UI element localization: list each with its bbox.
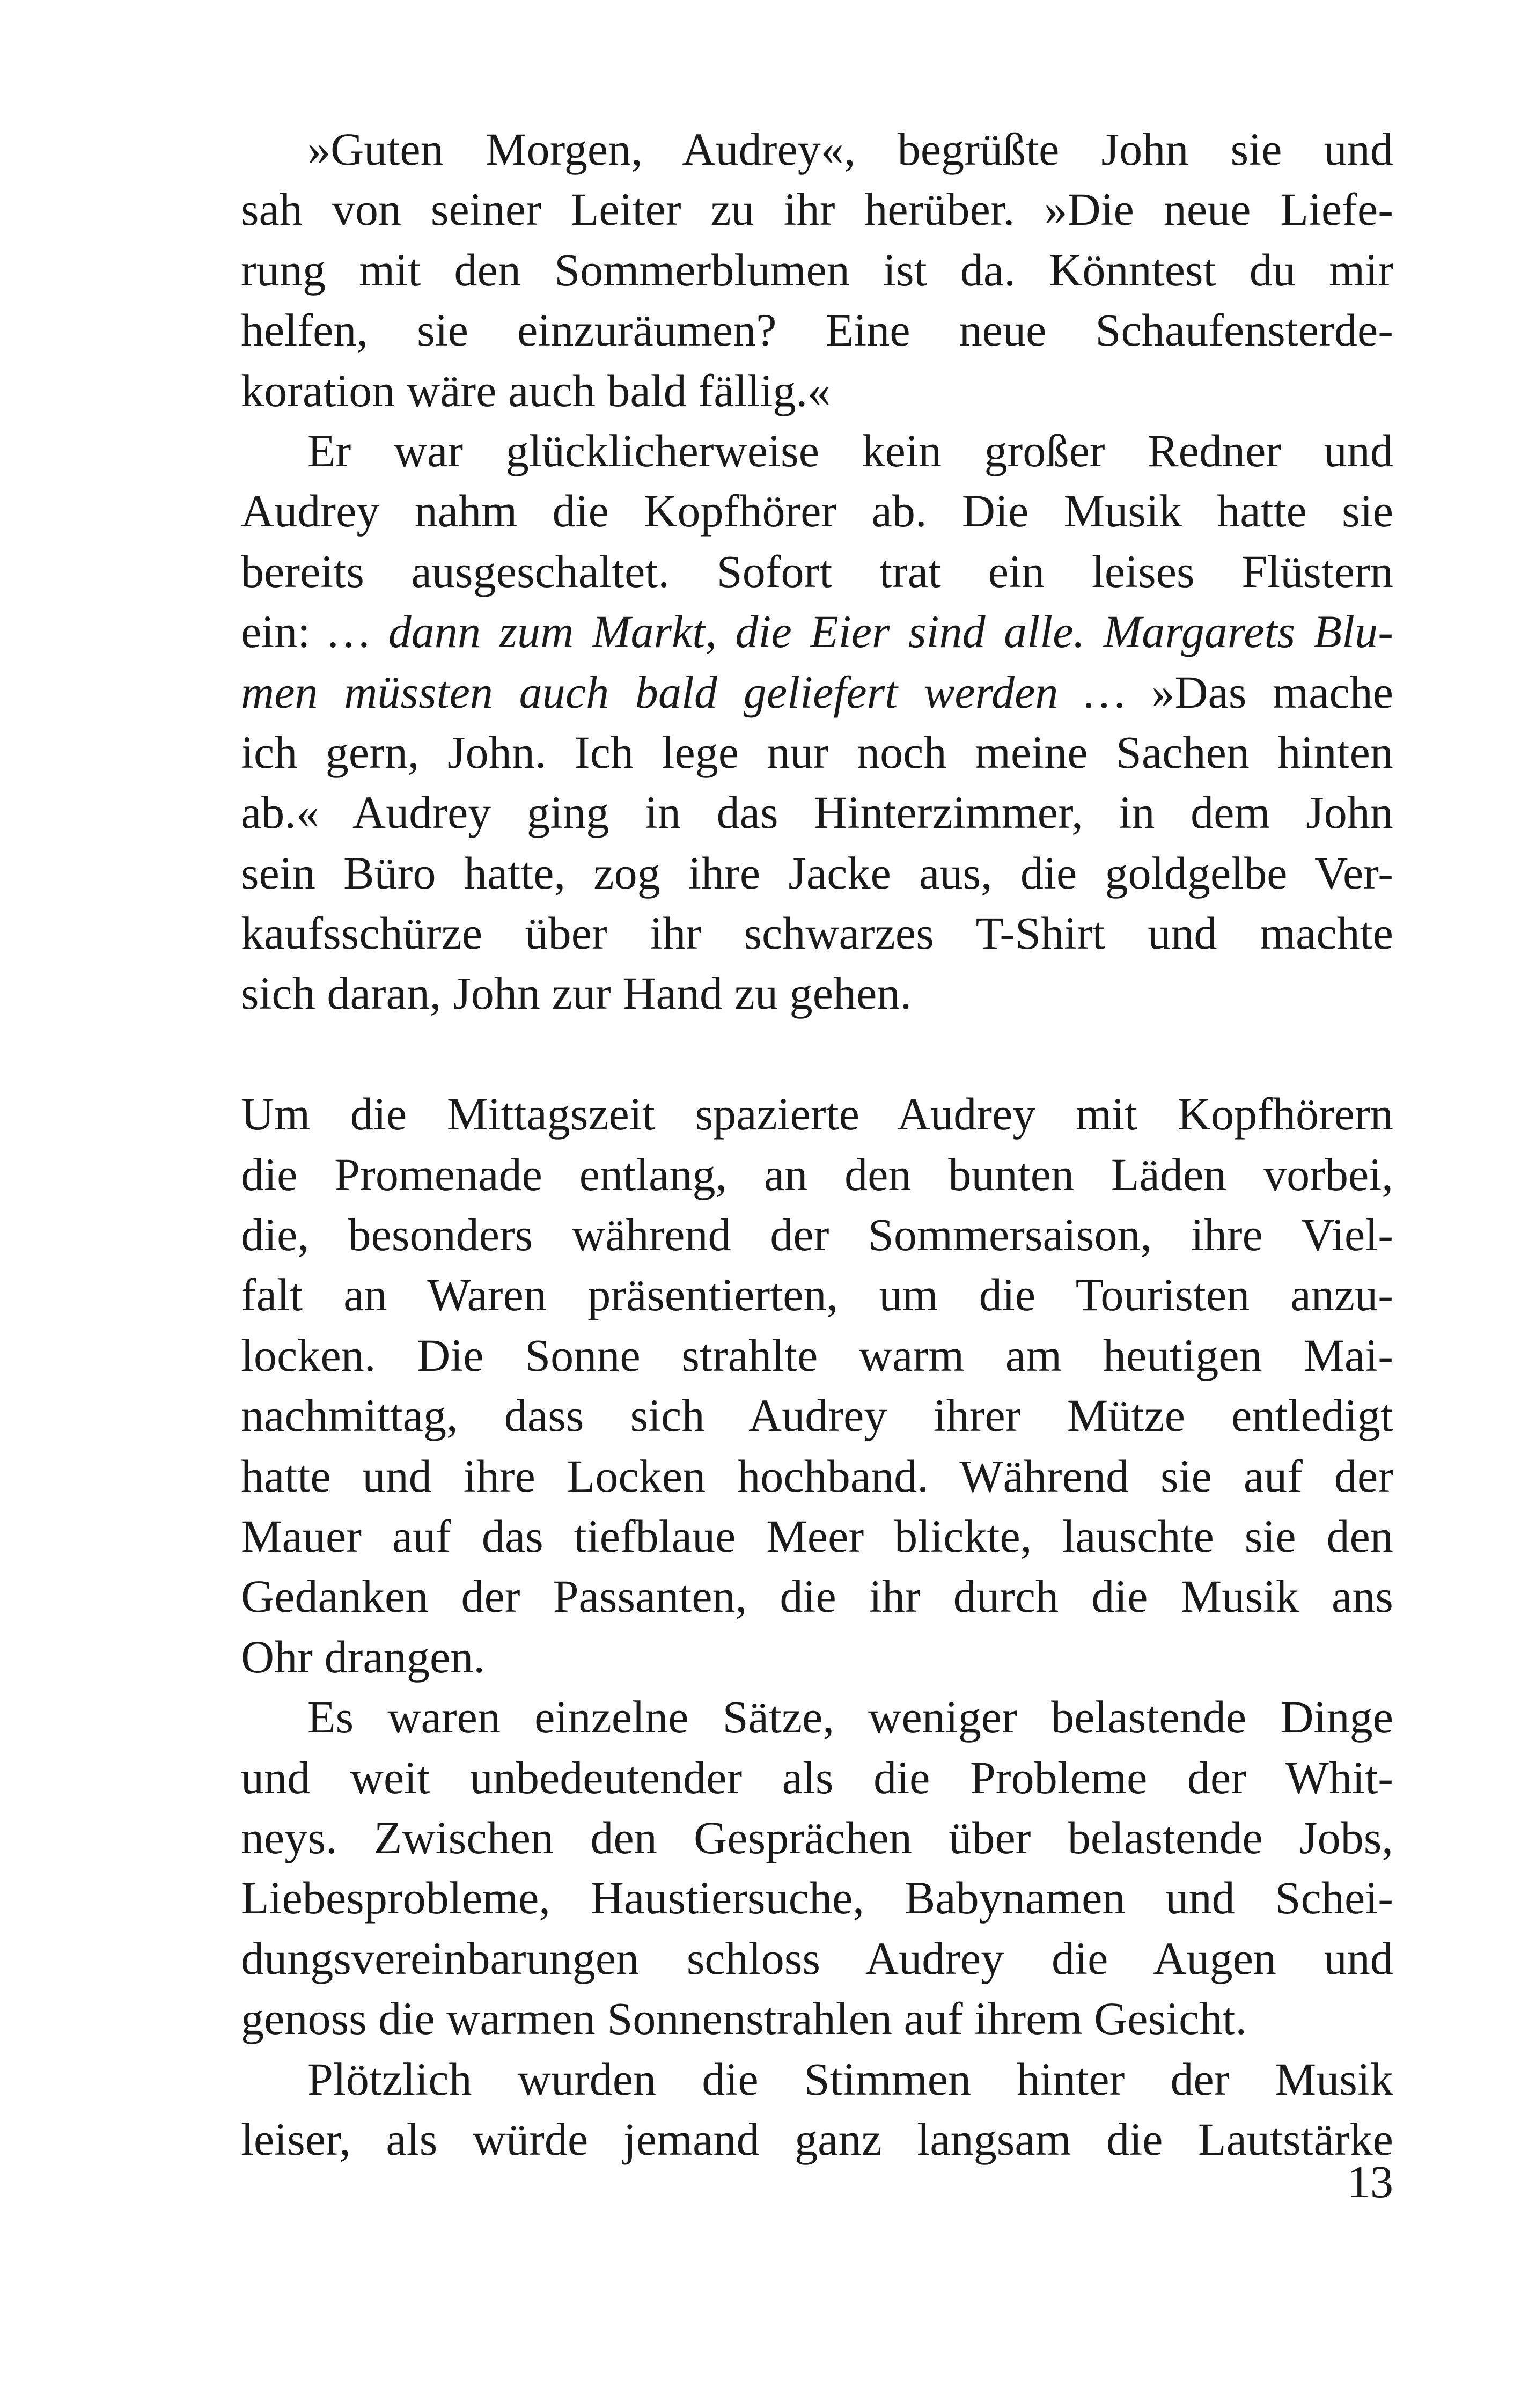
- text-run: ich gern, John. Ich lege nur noch meine Sachen hinten: [241, 726, 1393, 778]
- text-line: [241, 1144, 1393, 1205]
- text-line: [241, 1205, 1393, 1265]
- text-line: [241, 1988, 1393, 2049]
- text-line: [241, 2109, 1393, 2169]
- text-line: [241, 1687, 1393, 1747]
- text-line: [241, 1566, 1393, 1626]
- text-line: [241, 1506, 1393, 1566]
- text-run: die Promenade entlang, an den bunten Läden vorbei,: [241, 1148, 1393, 1200]
- paragraph: [241, 1084, 1393, 1687]
- text-run: sein Büro hatte, zog ihre Jacke aus, die goldgelbe Ver-: [241, 847, 1393, 899]
- text-run: sah von seiner Leiter zu ihr herüber. »Die neue Liefe-: [241, 183, 1393, 236]
- text-run: Ohr drangen.: [241, 1631, 485, 1683]
- text-line: [241, 782, 1393, 842]
- text-run: Mauer auf das tiefblaue Meer blickte, lauschte sie den: [241, 1510, 1393, 1562]
- text-line: [241, 662, 1393, 722]
- text-run: bereits ausgeschaltet. Sofort trat ein leises Flüstern: [241, 545, 1393, 597]
- text-run: locken. Die Sonne strahlte warm am heutigen Mai-: [241, 1329, 1393, 1381]
- body-text: [241, 119, 1393, 2169]
- text-line: [241, 1928, 1393, 1988]
- paragraph: [241, 119, 1393, 421]
- text-run: falt an Waren präsentierten, um die Touristen anzu-: [241, 1269, 1393, 1321]
- text-line: [241, 1084, 1393, 1144]
- text-run: leiser, als würde jemand ganz langsam die Lautstärke: [241, 2113, 1393, 2165]
- text-run: koration wäre auch bald fällig.«: [241, 364, 831, 416]
- text-run: die, besonders während der Sommersaison, ihre Viel-: [241, 1209, 1393, 1261]
- page-number: 13: [1347, 2156, 1393, 2207]
- text-run: nachmittag, dass sich Audrey ihrer Mütze entledigt: [241, 1390, 1393, 1442]
- text-run: »Das mache: [1125, 666, 1393, 718]
- text-line: [241, 2049, 1393, 2109]
- text-run: und weit unbedeutender als die Probleme der Whit-: [241, 1751, 1393, 1803]
- text-run: genoss die warmen Sonnenstrahlen auf ihrem Gesicht.: [241, 1993, 1247, 2045]
- text-line: [241, 240, 1393, 300]
- text-line: [241, 1265, 1393, 1325]
- text-run: neys. Zwischen den Gesprächen über belastende Jobs,: [241, 1811, 1393, 1863]
- text-line: [241, 722, 1393, 782]
- text-line: [241, 361, 1393, 421]
- text-run: Um die Mittagszeit spazierte Audrey mit Kopfhörern: [241, 1088, 1393, 1140]
- paragraph: [241, 1687, 1393, 2049]
- text-run: Audrey nahm die Kopfhörer ab. Die Musik hatte sie: [241, 485, 1393, 537]
- text-run: sich daran, John zur Hand zu gehen.: [241, 967, 912, 1019]
- text-line: [241, 1385, 1393, 1445]
- text-line: [241, 300, 1393, 360]
- text-line: [241, 421, 1393, 481]
- text-run: helfen, sie einzuräumen? Eine neue Schaufensterde-: [241, 304, 1393, 356]
- text-run: dungsvereinbarungen schloss Audrey die Augen und: [241, 1932, 1393, 1984]
- text-run: Liebesprobleme, Haustiersuche, Babynamen und Schei-: [241, 1872, 1393, 1924]
- text-line: [241, 541, 1393, 601]
- text-line: [241, 481, 1393, 541]
- text-line: [241, 843, 1393, 903]
- text-run: rung mit den Sommerblumen ist da. Könntest du mir: [241, 244, 1393, 296]
- text-run: hatte und ihre Locken hochband. Während sie auf der: [241, 1450, 1393, 1502]
- text-line: [241, 1808, 1393, 1868]
- text-line: [241, 179, 1393, 239]
- text-run: ein:: [241, 606, 329, 658]
- text-line: [241, 903, 1393, 963]
- text-line: [241, 1748, 1393, 1808]
- italic-text: men müssten auch bald geliefert werden …: [241, 666, 1126, 718]
- paragraph: [241, 421, 1393, 1024]
- italic-text: … dann zum Markt, die Eier sind alle. Margarets Blu-: [328, 606, 1393, 658]
- text-run: Plötzlich wurden die Stimmen hinter der Musik: [307, 2053, 1393, 2105]
- text-run: ab.« Audrey ging in das Hinterzimmer, in dem John: [241, 787, 1393, 839]
- text-line: [241, 601, 1393, 662]
- text-line: [241, 1627, 1393, 1687]
- text-run: kaufsschürze über ihr schwarzes T-Shirt und machte: [241, 907, 1393, 959]
- text-run: »Guten Morgen, Audrey«, begrüßte John sie und: [307, 123, 1393, 175]
- text-run: Gedanken der Passanten, die ihr durch die Musik ans: [241, 1570, 1393, 1623]
- text-line: [241, 1446, 1393, 1506]
- text-line: [241, 963, 1393, 1023]
- text-run: Es waren einzelne Sätze, weniger belastende Dinge: [307, 1691, 1393, 1743]
- paragraph: [241, 2049, 1393, 2170]
- text-run: Er war glücklicherweise kein großer Redner und: [307, 424, 1393, 476]
- text-line: [241, 119, 1393, 179]
- section-break: [241, 1024, 1393, 1084]
- text-line: [241, 1868, 1393, 1928]
- text-line: [241, 1325, 1393, 1385]
